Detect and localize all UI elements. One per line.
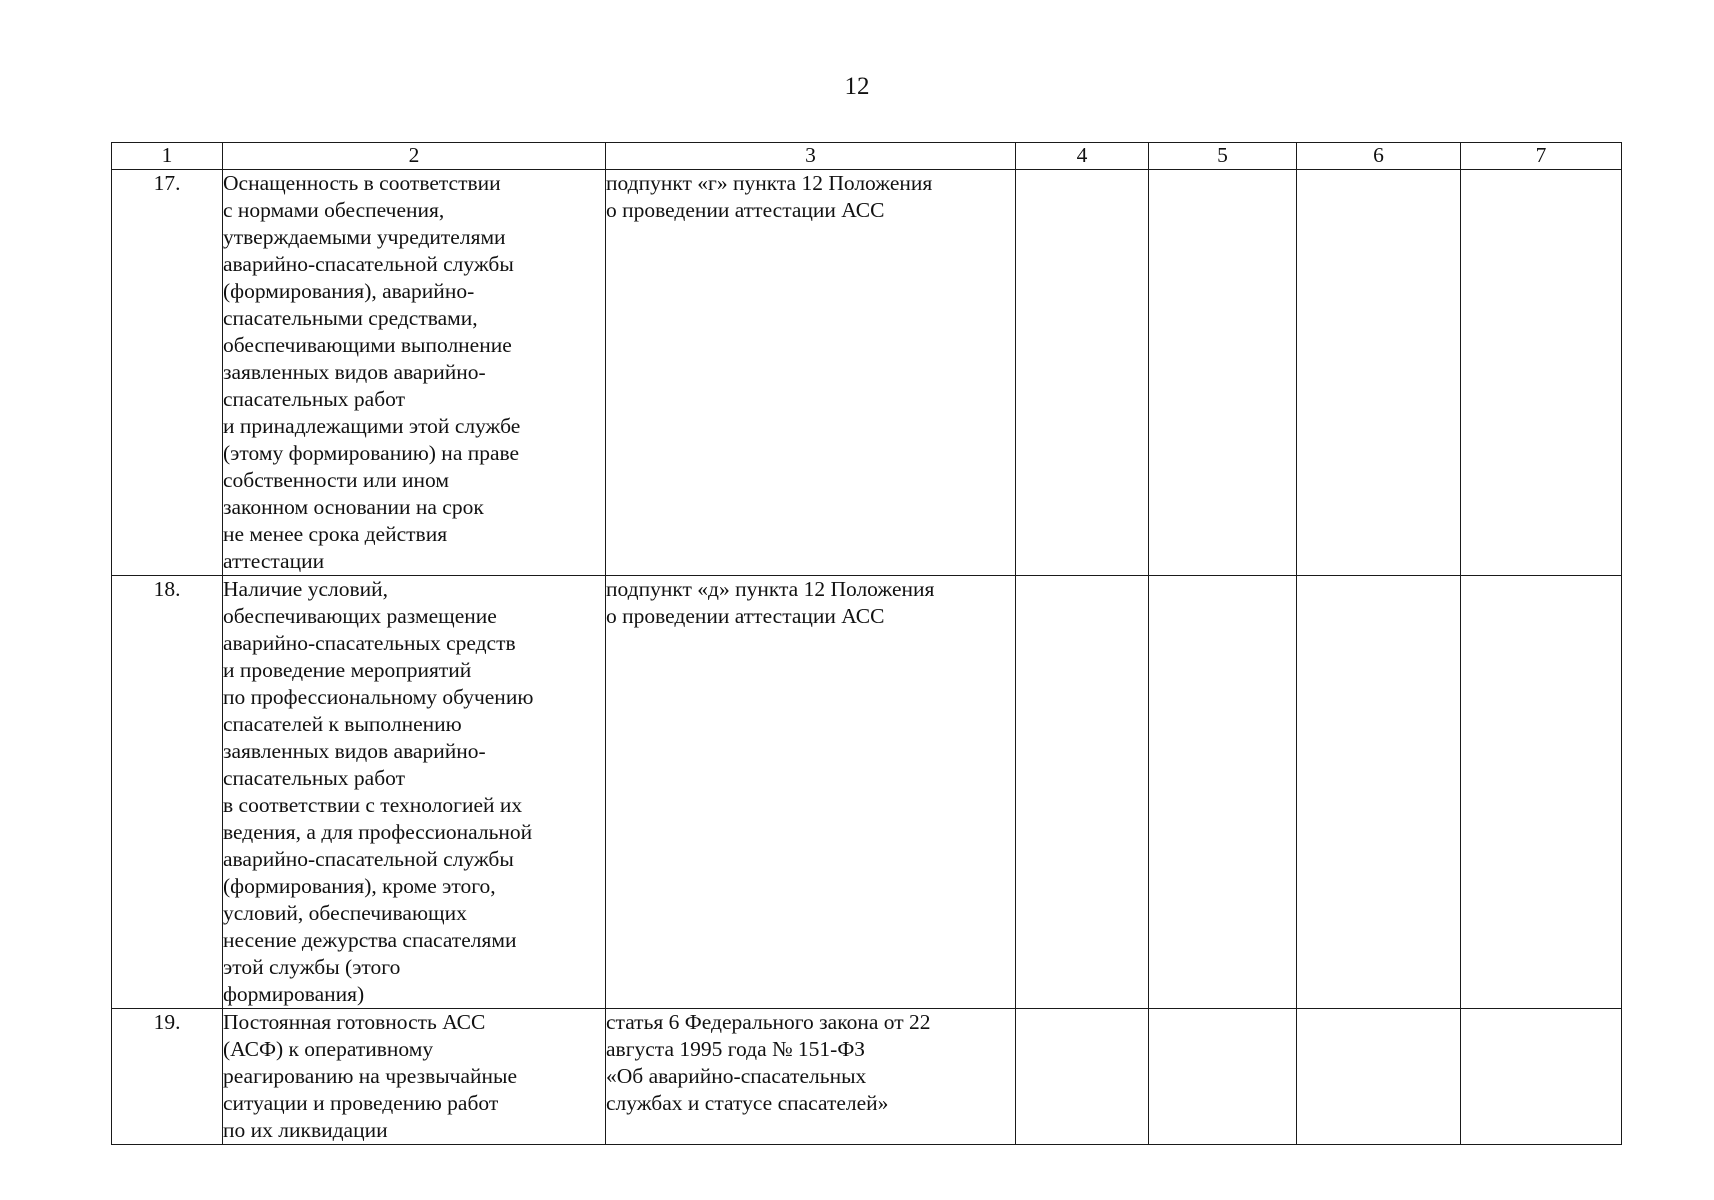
column-header-3: 3 (606, 143, 1016, 170)
column-header-2: 2 (223, 143, 606, 170)
column-6-cell (1297, 1009, 1461, 1145)
column-4-cell (1016, 1009, 1149, 1145)
column-7-cell (1461, 1009, 1622, 1145)
row-number: 17. (112, 170, 223, 576)
page-number: 12 (844, 73, 870, 100)
row-number: 19. (112, 1009, 223, 1145)
requirement-description: Оснащенность в соответствии с нормами обеспечения, утверждаемыми учредителями аварийно-спасательной службы (формирования), аварийно- спасательными средствами, обеспечивающими выполнение заявленных видов аварийно- спасательных работ и принадлежащими этой службе (этому формированию) на праве собственности или ином законном основании на срок не менее срока действия аттестации (223, 170, 606, 576)
column-header-7: 7 (1461, 143, 1622, 170)
table-row (112, 1009, 1622, 1145)
requirement-description: Наличие условий, обеспечивающих размещение аварийно-спасательных средств и проведение мероприятий по профессиональному обучению спасателей к выполнению заявленных видов аварийно- спасательных работ в соответствии с технологией их ведения, а для профессиональной аварийно-спасательной службы (формирования), кроме этого, условий, обеспечивающих несение дежурства спасателями этой службы (этого формирования) (223, 576, 606, 1009)
row-number: 18. (112, 576, 223, 1009)
column-number-row (112, 143, 1622, 170)
requirement-description: Постоянная готовность АСС (АСФ) к оперативному реагированию на чрезвычайные ситуации и проведению работ по их ликвидации (223, 1009, 606, 1145)
table-row (112, 170, 1622, 576)
legal-reference: подпункт «д» пункта 12 Положения о проведении аттестации АСС (606, 576, 1016, 1009)
column-7-cell (1461, 170, 1622, 576)
column-4-cell (1016, 576, 1149, 1009)
column-6-cell (1297, 170, 1461, 576)
column-header-6: 6 (1297, 143, 1461, 170)
legal-reference: статья 6 Федерального закона от 22 августа 1995 года № 151-ФЗ «Об аварийно-спасательных службах и статусе спасателей» (606, 1009, 1016, 1145)
column-header-5: 5 (1149, 143, 1297, 170)
column-header-4: 4 (1016, 143, 1149, 170)
column-header-1: 1 (112, 143, 223, 170)
table-row (112, 576, 1622, 1009)
column-7-cell (1461, 576, 1622, 1009)
column-5-cell (1149, 170, 1297, 576)
column-5-cell (1149, 576, 1297, 1009)
requirements-table (111, 142, 1622, 1145)
column-4-cell (1016, 170, 1149, 576)
column-5-cell (1149, 1009, 1297, 1145)
column-6-cell (1297, 576, 1461, 1009)
legal-reference: подпункт «г» пункта 12 Положения о проведении аттестации АСС (606, 170, 1016, 576)
